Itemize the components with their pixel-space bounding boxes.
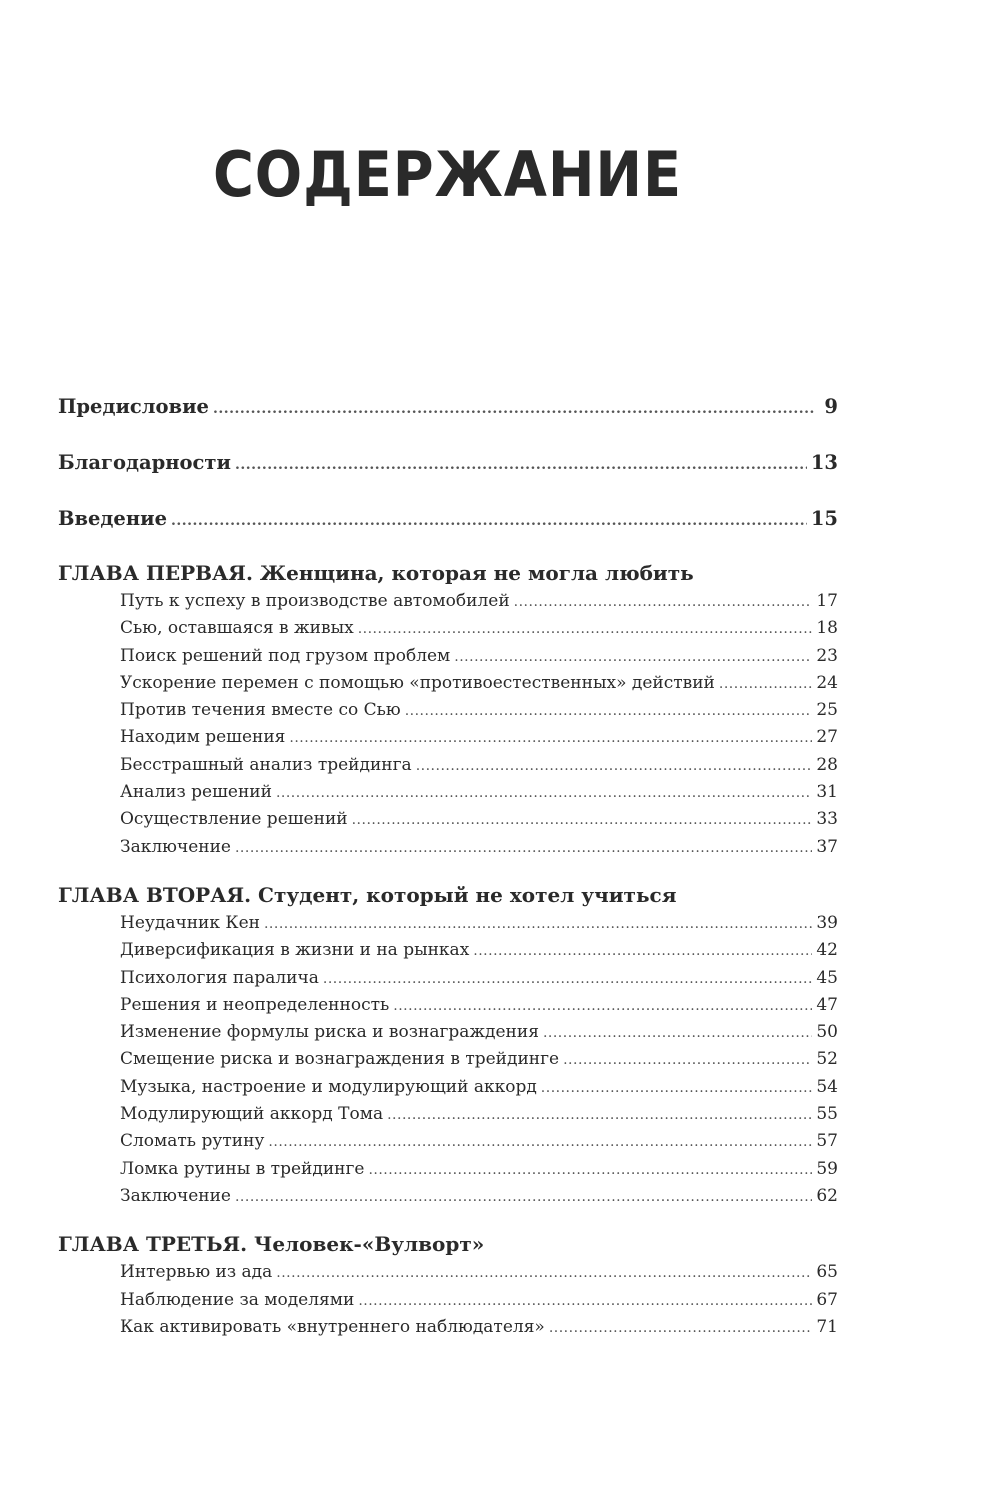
toc-entry[interactable] (58, 755, 838, 782)
toc-front-item[interactable] (58, 507, 838, 557)
toc-page-number: 42 (816, 940, 838, 961)
dot-leader (549, 1320, 813, 1336)
toc-entry[interactable] (58, 1077, 838, 1104)
toc-entry-label: Против течения вместе со Сью (120, 700, 401, 721)
toc-front-item[interactable] (58, 395, 838, 451)
dot-leader (276, 1265, 812, 1281)
toc-page-number: 55 (816, 1104, 838, 1125)
toc-entry[interactable] (58, 913, 838, 940)
toc-page-number: 37 (816, 836, 838, 857)
dot-leader (405, 703, 813, 719)
toc-entry-label: Сью, оставшаяся в живых (120, 618, 354, 639)
toc-entry[interactable] (58, 1290, 838, 1317)
toc-entry[interactable] (58, 940, 838, 967)
toc-entry-label: Заключение (120, 1185, 231, 1206)
toc-page-number: 13 (810, 451, 838, 474)
dot-leader (268, 1134, 812, 1150)
toc-page-number: 47 (816, 994, 838, 1015)
toc-entry-label: Решения и неопределенность (120, 994, 390, 1015)
toc-page-number: 18 (816, 618, 838, 639)
toc-page-number: 50 (816, 1022, 838, 1043)
dot-leader (514, 594, 813, 610)
toc-page-number: 28 (816, 754, 838, 775)
toc-page-number: 23 (816, 645, 838, 666)
dot-leader (368, 1162, 812, 1178)
dot-leader (289, 730, 812, 746)
toc-page-number: 45 (816, 967, 838, 988)
toc-item-label: Введение (58, 507, 167, 530)
toc-front-item[interactable] (58, 451, 838, 507)
toc-entry[interactable] (58, 618, 838, 645)
dot-leader (563, 1052, 812, 1068)
toc-page-number: 67 (816, 1289, 838, 1310)
toc-entry[interactable] (58, 591, 838, 618)
dot-leader (235, 1189, 812, 1205)
toc-entry-label: Как активировать «внутреннего наблюдателя» (120, 1316, 545, 1337)
dot-leader (541, 1080, 813, 1096)
toc-entry-label: Диверсификация в жизни и на рынках (120, 940, 470, 961)
dot-leader (213, 401, 814, 417)
toc-item-label: Благодарности (58, 451, 231, 474)
toc-entry[interactable] (58, 809, 838, 836)
chapter-list (58, 561, 838, 1344)
toc-page-number: 65 (816, 1262, 838, 1283)
toc-entry[interactable] (58, 837, 838, 864)
toc-page-number: 39 (816, 912, 838, 933)
toc-entry[interactable] (58, 1186, 838, 1213)
dot-leader (454, 649, 812, 665)
toc-entry-label: Находим решения (120, 727, 286, 748)
toc-entry[interactable] (58, 1022, 838, 1049)
toc-entry-label: Осуществление решений (120, 809, 348, 830)
toc-page-number: 24 (816, 672, 838, 693)
dot-leader (543, 1025, 812, 1041)
toc-entry-label: Психология паралича (120, 967, 319, 988)
chapter-heading[interactable]: ГЛАВА ВТОРАЯ. Студент, который не хотел учиться (58, 882, 677, 907)
toc-entry-label: Наблюдение за моделями (120, 1289, 355, 1310)
toc-page-number: 25 (816, 700, 838, 721)
toc-entry-label: Поиск решений под грузом проблем (120, 645, 451, 666)
toc-entry[interactable] (58, 700, 838, 727)
dot-leader (171, 513, 807, 529)
toc-entry-label: Изменение формулы риска и вознаграждения (120, 1022, 539, 1043)
toc-entry[interactable] (58, 1262, 838, 1289)
toc-page-number: 33 (816, 809, 838, 830)
dot-leader (235, 840, 812, 856)
toc-entry-label: Модулирующий аккорд Тома (120, 1104, 384, 1125)
toc-entry-label: Смещение риска и вознаграждения в трейдинге (120, 1049, 560, 1070)
toc-page-number: 31 (816, 782, 838, 803)
dot-leader (719, 676, 812, 692)
dot-leader (276, 785, 812, 801)
dot-leader (473, 943, 812, 959)
toc-page-number: 71 (816, 1316, 838, 1337)
toc-entry[interactable] (58, 968, 838, 995)
toc-entry-label: Музыка, настроение и модулирующий аккорд (120, 1076, 537, 1097)
chapter-heading[interactable]: ГЛАВА ТРЕТЬЯ. Человек-«Вулворт» (58, 1232, 485, 1257)
toc-entry[interactable] (58, 646, 838, 673)
toc-entry[interactable] (58, 995, 838, 1022)
dot-leader (416, 758, 813, 774)
toc-page-number: 15 (810, 507, 838, 530)
toc-entry-label: Заключение (120, 836, 231, 857)
toc-entry[interactable] (58, 1049, 838, 1076)
toc-page-number: 17 (816, 591, 838, 611)
toc-page-number: 57 (816, 1131, 838, 1152)
toc-page-number: 9 (824, 395, 838, 418)
toc-entry-label: Путь к успеху в производстве автомобилей (120, 591, 510, 611)
toc-page-number: 27 (816, 727, 838, 748)
toc-entry[interactable] (58, 727, 838, 754)
toc-entry[interactable] (58, 1104, 838, 1131)
toc-entry-label: Ускорение перемен с помощью «противоестественных» действий (120, 672, 715, 693)
dot-leader (352, 812, 813, 828)
toc-entry[interactable] (58, 673, 838, 700)
dot-leader (393, 998, 812, 1014)
dot-leader (235, 457, 807, 473)
toc-entry-label: Анализ решений (120, 782, 272, 803)
dot-leader (358, 621, 813, 637)
toc-item-label: Предисловие (58, 395, 209, 418)
toc-page-number: 62 (816, 1185, 838, 1206)
toc-entry-label: Сломать рутину (120, 1131, 265, 1152)
toc-page-number: 52 (816, 1049, 838, 1070)
dot-leader (264, 916, 812, 932)
toc-entry-label: Интервью из ада (120, 1262, 273, 1283)
toc-page-number: 59 (816, 1158, 838, 1179)
toc-entry-label: Неудачник Кен (120, 912, 260, 933)
toc-entry-label: Ломка рутины в трейдинге (120, 1158, 365, 1179)
dot-leader (387, 1107, 812, 1123)
toc-entry-label: Бесстрашный анализ трейдинга (120, 754, 412, 775)
toc-entry[interactable] (58, 1159, 838, 1186)
toc-entry[interactable] (58, 782, 838, 809)
toc-entry[interactable] (58, 1317, 838, 1344)
dot-leader (323, 971, 812, 987)
table-of-contents (58, 395, 838, 1344)
toc-page-number: 54 (816, 1076, 838, 1097)
page-title: СОДЕРЖАНИЕ (212, 138, 683, 211)
toc-entry[interactable] (58, 1131, 838, 1158)
dot-leader (358, 1293, 812, 1309)
chapter-heading[interactable]: ГЛАВА ПЕРВАЯ. Женщина, которая не могла любить (58, 561, 694, 585)
